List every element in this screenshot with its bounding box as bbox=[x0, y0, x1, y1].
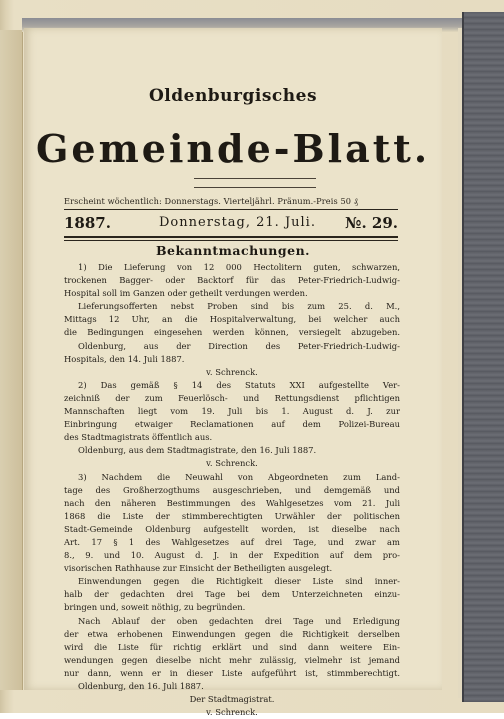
text-line: Mannschaften liegt vom 19. Juli bis 1. August d. J. zur bbox=[64, 406, 400, 417]
rule-double-thin bbox=[64, 240, 398, 241]
rule-top bbox=[64, 209, 398, 210]
text-line: Lieferungsofferten nebst Proben sind bis zum 25. d. M., bbox=[78, 301, 400, 312]
text-line: 3) Nachdem die Neuwahl von Abgeordneten zum Land- bbox=[78, 471, 400, 482]
text-line: die Bedingungen eingesehen werden können, versiegelt abzugeben. bbox=[64, 327, 400, 338]
text-line: tage des Großherzogthums ausgeschrieben, und demgemäß und bbox=[64, 484, 400, 495]
dateline bbox=[64, 214, 398, 234]
text-line: v. Schrenck. bbox=[206, 366, 258, 377]
newspaper-page bbox=[24, 28, 442, 718]
section-title: Bekanntmachungen. bbox=[155, 243, 311, 258]
text-line: Einwendungen gegen die Richtigkeit dieser Liste sind inner- bbox=[78, 576, 400, 587]
text-line: v. Schrenck. bbox=[206, 458, 258, 469]
text-line: trockenen Bagger- oder Backtorf für das Peter-Friedrich-Ludwig- bbox=[64, 275, 400, 286]
text-line: zeichniß der zum Feuerlösch- und Rettungsdienst pflichtigen bbox=[64, 392, 400, 403]
text-line: visorischen Rathhause zur Einsicht der Betheiligten ausgelegt. bbox=[64, 563, 333, 574]
text-line: Oldenburg, den 16. Juli 1887. bbox=[78, 681, 204, 691]
text-line: Art. 17 § 1 des Wahlgesetzes auf drei Tage, und zwar am bbox=[64, 536, 400, 547]
text-line: wendungen gegen dieselbe nicht mehr zulässig, vielmehr ist jemand bbox=[64, 654, 400, 665]
text-line: Oldenburg, aus der Direction des Peter-Friedrich-Ludwig- bbox=[78, 340, 400, 351]
text-line: 1868 die Liste der stimmberechtigten Urwähler der politischen bbox=[64, 510, 400, 521]
text-line: Der Stadtmagistrat. bbox=[189, 694, 275, 705]
text-line: Oldenburg, aus dem Stadtmagistrate, den 16. Juli 1887. bbox=[78, 445, 317, 456]
masthead-subtitle: Oldenburgisches bbox=[148, 86, 318, 106]
text-line: Nach Ablauf der oben gedachten drei Tage und Erledigung bbox=[78, 615, 400, 626]
text-line: 2) Das gemäß § 14 des Statuts XXI aufgestellte Ver- bbox=[78, 379, 400, 390]
text-line: des Stadtmagistrats öffentlich aus. bbox=[64, 432, 213, 443]
text-line: bringen und, soweit nöthig, zu begründen. bbox=[64, 602, 246, 613]
text-line: nur dann, wenn er in dieser Liste aufgeführt ist, stimmberechtigt. bbox=[64, 667, 400, 678]
book-cover bbox=[462, 12, 504, 702]
text-line: 8., 9. und 10. August d. J. in der Expedition auf dem pro- bbox=[64, 550, 400, 561]
text-line: v. Schrenck. bbox=[206, 707, 258, 718]
issue-number: №. 29. bbox=[345, 214, 398, 232]
text-line: Hospitals, den 14. Juli 1887. bbox=[64, 353, 185, 364]
left-page-edge bbox=[0, 30, 23, 690]
publication-info: Erscheint wöchentlich: Donnerstags. Vierteljährl. Pränum.-Preis 50 ₰ bbox=[64, 196, 358, 206]
ornament-rule bbox=[194, 178, 316, 188]
issue-date: Donnerstag, 21. Juli. bbox=[159, 215, 316, 230]
text-line: Stadt-Gemeinde Oldenburg aufgestellt worden, ist dieselbe nach bbox=[64, 523, 400, 534]
rule-double-thick bbox=[64, 236, 398, 238]
article-body bbox=[64, 261, 400, 719]
text-line: Einbringung etwaiger Reclamationen auf dem Polizei-Bureau bbox=[64, 419, 400, 430]
issue-year: 1887. bbox=[64, 214, 111, 232]
text-line: Mittags 12 Uhr, an die Hospitalverwaltung, bei welcher auch bbox=[64, 314, 400, 325]
text-line: Hospital soll im Ganzen oder getheilt verdungen werden. bbox=[64, 288, 308, 299]
text-line: nach den näheren Bestimmungen des Wahlgesetzes vom 21. Juli bbox=[64, 497, 400, 508]
text-line: halb der gedachten drei Tage bei dem Unterzeichneten einzu- bbox=[64, 589, 400, 600]
text-line: der etwa erhobenen Einwendungen gegen die Richtigkeit derselben bbox=[64, 628, 400, 639]
masthead-title: Gemeinde-Blatt. bbox=[35, 126, 431, 171]
text-line: 1) Die Lieferung von 12 000 Hectolitern guten, schwarzen, bbox=[78, 262, 400, 272]
text-line: wird die Liste für richtig erklärt und sind dann weitere Ein- bbox=[64, 641, 400, 652]
